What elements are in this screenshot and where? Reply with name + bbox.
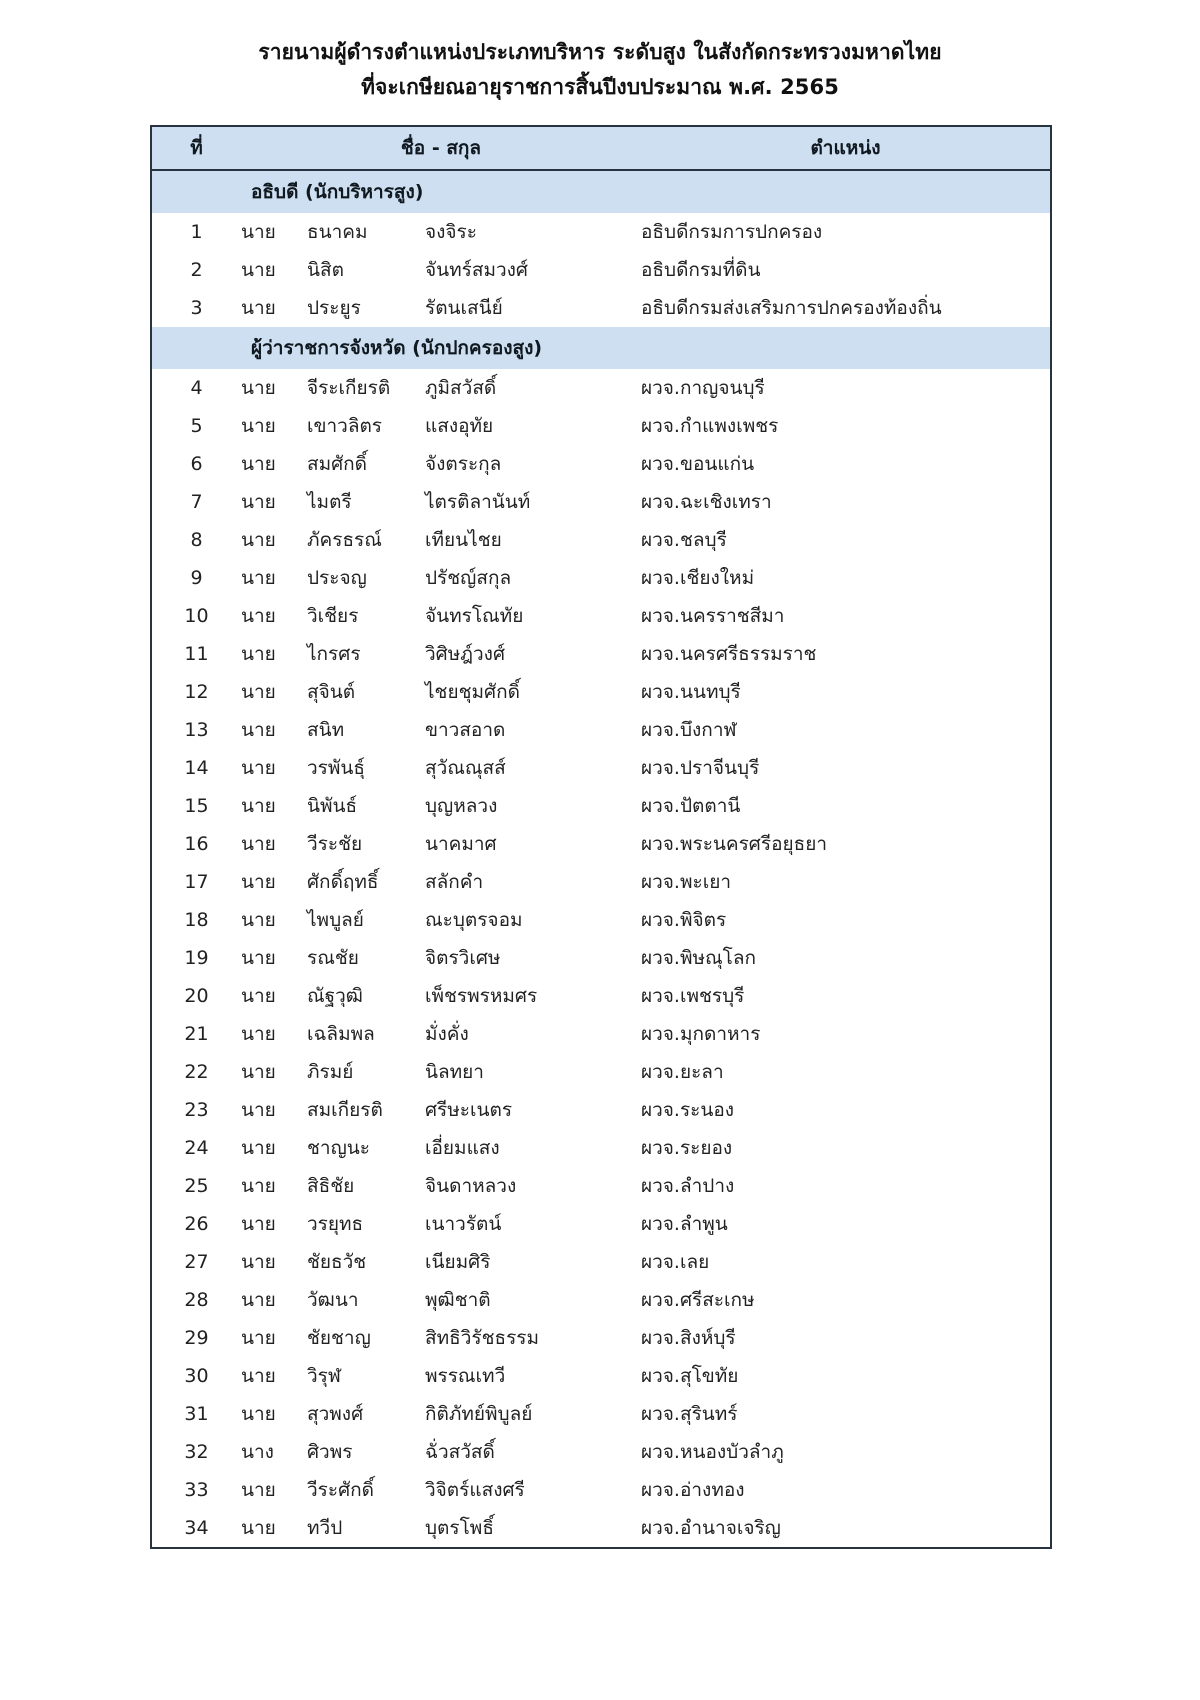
name-last: เอี่ยมแสง: [425, 1137, 500, 1160]
name-parts: [241, 905, 641, 935]
row-name-cell: [241, 597, 641, 635]
group-row-label-cell: [241, 327, 641, 369]
row-position: ผวจ.ชลบุรี: [641, 521, 1051, 559]
table-body: [151, 170, 1051, 1548]
name-parts: [241, 1437, 641, 1467]
row-position: ผวจ.อ่างทอง: [641, 1471, 1051, 1509]
row-position: ผวจ.ปัตตานี: [641, 787, 1051, 825]
row-name-cell: [241, 1319, 641, 1357]
name-last: จันทร์สมวงศ์: [425, 259, 528, 282]
name-last: สุวัณณุสส์: [425, 757, 506, 780]
name-last: จินดาหลวง: [425, 1175, 517, 1198]
name-last: มั่งคั่ง: [425, 1023, 469, 1046]
row-name-cell: [241, 407, 641, 445]
name-last: รัตนเสนีย์: [425, 297, 503, 320]
name-parts: [241, 1019, 641, 1049]
name-first: ประยูร: [307, 297, 361, 320]
name-first: สมศักดิ์: [307, 453, 368, 476]
group-label: อธิบดี (นักบริหารสูง): [251, 181, 424, 204]
name-last: จิตรวิเศษ: [425, 947, 501, 970]
row-position: ผวจ.ฉะเชิงเทรา: [641, 483, 1051, 521]
row-position: ผวจ.ระนอง: [641, 1091, 1051, 1129]
row-name-cell: [241, 749, 641, 787]
row-position: ผวจ.กาญจนบุรี: [641, 369, 1051, 407]
table-row: [151, 635, 1051, 673]
name-parts: [241, 601, 641, 631]
table-row: [151, 1433, 1051, 1471]
row-name-cell: [241, 445, 641, 483]
name-parts: [241, 1133, 641, 1163]
name-parts: [241, 639, 641, 669]
name-honorific: นาย: [241, 795, 276, 818]
row-name-cell: [241, 1167, 641, 1205]
name-honorific: นาย: [241, 1213, 276, 1236]
name-parts: [241, 373, 641, 403]
name-parts: [241, 1209, 641, 1239]
name-first: วรยุทธ: [307, 1213, 364, 1236]
row-name-cell: [241, 977, 641, 1015]
table-row: [151, 749, 1051, 787]
row-position: ผวจ.พะเยา: [641, 863, 1051, 901]
group-row-no-cell: [151, 327, 241, 369]
name-last: พรรณเทวี: [425, 1365, 506, 1388]
row-name-cell: [241, 1053, 641, 1091]
name-last: พุฒิชาติ: [425, 1289, 491, 1312]
table-row: [151, 1319, 1051, 1357]
row-name-cell: [241, 483, 641, 521]
table-row: [151, 825, 1051, 863]
row-number: 34: [151, 1509, 241, 1548]
name-last: เพ็ชรพรหมศร: [425, 985, 538, 1008]
table-row: [151, 369, 1051, 407]
name-honorific: นาย: [241, 1251, 276, 1274]
name-first: ภัครธรณ์: [307, 529, 382, 552]
name-parts: [241, 217, 641, 247]
row-number: 7: [151, 483, 241, 521]
group-row-position-cell: [641, 170, 1051, 213]
name-parts: [241, 1095, 641, 1125]
name-first: เขาวลิตร: [307, 415, 383, 438]
name-last: ฉั่วสวัสดิ์: [425, 1441, 495, 1464]
row-number: 16: [151, 825, 241, 863]
row-position: ผวจ.ขอนแก่น: [641, 445, 1051, 483]
table-row: [151, 1205, 1051, 1243]
table-row: [151, 1281, 1051, 1319]
name-honorific: นาย: [241, 719, 276, 742]
name-last: ไตรติลานันท์: [425, 491, 531, 514]
name-honorific: นาย: [241, 1023, 276, 1046]
roster-table-wrapper: [150, 125, 1050, 1549]
name-first: วัฒนา: [307, 1289, 359, 1312]
row-number: 27: [151, 1243, 241, 1281]
name-first: เฉลิมพล: [307, 1023, 375, 1046]
row-name-cell: [241, 289, 641, 327]
name-parts: [241, 715, 641, 745]
row-position: ผวจ.อำนาจเจริญ: [641, 1509, 1051, 1548]
name-first: ศิวพร: [307, 1441, 353, 1464]
name-first: ไมตรี: [307, 491, 352, 514]
row-position: ผวจ.กำแพงเพชร: [641, 407, 1051, 445]
name-honorific: นาย: [241, 1403, 276, 1426]
row-name-cell: [241, 251, 641, 289]
row-name-cell: [241, 939, 641, 977]
name-parts: [241, 1361, 641, 1391]
name-parts: [241, 411, 641, 441]
group-row-position-cell: [641, 327, 1051, 369]
row-position: ผวจ.พิจิตร: [641, 901, 1051, 939]
row-number: 29: [151, 1319, 241, 1357]
row-name-cell: [241, 521, 641, 559]
table-row: [151, 711, 1051, 749]
name-first: สุจินต์: [307, 681, 356, 704]
row-name-cell: [241, 559, 641, 597]
row-position: ผวจ.ลำปาง: [641, 1167, 1051, 1205]
row-number: 10: [151, 597, 241, 635]
name-last: บุตรโพธิ์: [425, 1517, 494, 1540]
name-honorific: นาย: [241, 1327, 276, 1350]
name-first: วิรุฬ: [307, 1365, 341, 1388]
name-parts: [241, 255, 641, 285]
row-number: 23: [151, 1091, 241, 1129]
name-parts: [241, 449, 641, 479]
row-position: ผวจ.นนทบุรี: [641, 673, 1051, 711]
name-last: จันทรโณทัย: [425, 605, 524, 628]
name-honorific: นาย: [241, 377, 276, 400]
name-first: ชัยชาญ: [307, 1327, 371, 1350]
name-honorific: นาย: [241, 757, 276, 780]
name-last: จังตระกุล: [425, 453, 502, 476]
row-number: 4: [151, 369, 241, 407]
name-honorific: นาย: [241, 491, 276, 514]
row-number: 25: [151, 1167, 241, 1205]
row-number: 32: [151, 1433, 241, 1471]
name-first: ภิรมย์: [307, 1061, 354, 1084]
name-last: ณะบุตรจอม: [425, 909, 523, 932]
table-row: [151, 787, 1051, 825]
table-row: [151, 1471, 1051, 1509]
row-number: 8: [151, 521, 241, 559]
table-row: [151, 1357, 1051, 1395]
name-parts: [241, 943, 641, 973]
name-parts: [241, 791, 641, 821]
row-number: 5: [151, 407, 241, 445]
table-row: [151, 863, 1051, 901]
name-honorific: นาย: [241, 529, 276, 552]
row-number: 1: [151, 213, 241, 251]
name-parts: [241, 525, 641, 555]
row-name-cell: [241, 1471, 641, 1509]
row-position: ผวจ.สุรินทร์: [641, 1395, 1051, 1433]
row-name-cell: [241, 787, 641, 825]
table-row: [151, 977, 1051, 1015]
table-row: [151, 1395, 1051, 1433]
table-row: [151, 901, 1051, 939]
table-row: [151, 407, 1051, 445]
name-last: นาคมาศ: [425, 833, 497, 856]
name-first: สนิท: [307, 719, 345, 742]
table-row: [151, 1509, 1051, 1548]
name-honorific: นาย: [241, 833, 276, 856]
name-honorific: นาย: [241, 1365, 276, 1388]
row-number: 3: [151, 289, 241, 327]
table-row: [151, 521, 1051, 559]
name-parts: [241, 487, 641, 517]
table-row: [151, 673, 1051, 711]
name-honorific: นาย: [241, 947, 276, 970]
row-position: ผวจ.พิษณุโลก: [641, 939, 1051, 977]
row-name-cell: [241, 1433, 641, 1471]
name-last: ไชยชุมศักดิ์: [425, 681, 520, 704]
row-name-cell: [241, 901, 641, 939]
name-parts: [241, 1285, 641, 1315]
name-last: ศรีษะเนตร: [425, 1099, 513, 1122]
name-parts: [241, 1247, 641, 1277]
row-position: ผวจ.ลำพูน: [641, 1205, 1051, 1243]
row-name-cell: [241, 673, 641, 711]
name-first: ทวีป: [307, 1517, 343, 1540]
name-honorific: นาย: [241, 605, 276, 628]
name-first: วีระชัย: [307, 833, 363, 856]
page-title-line-2: ที่จะเกษียณอายุราชการสิ้นปีงบประมาณ พ.ศ. 2565: [361, 74, 839, 99]
row-position: ผวจ.ระยอง: [641, 1129, 1051, 1167]
table-row: [151, 1053, 1051, 1091]
name-last: สลักคำ: [425, 871, 484, 894]
name-parts: [241, 1399, 641, 1429]
row-number: 33: [151, 1471, 241, 1509]
row-position: ผวจ.เชียงใหม่: [641, 559, 1051, 597]
row-number: 11: [151, 635, 241, 673]
row-number: 30: [151, 1357, 241, 1395]
row-number: 18: [151, 901, 241, 939]
table-row: [151, 939, 1051, 977]
row-number: 19: [151, 939, 241, 977]
name-honorific: นาง: [241, 1441, 274, 1464]
row-name-cell: [241, 1129, 641, 1167]
column-header-no: ที่: [151, 126, 241, 170]
row-position: ผวจ.สุโขทัย: [641, 1357, 1051, 1395]
row-name-cell: [241, 213, 641, 251]
row-name-cell: [241, 863, 641, 901]
row-name-cell: [241, 1357, 641, 1395]
row-position: อธิบดีกรมส่งเสริมการปกครองท้องถิ่น: [641, 289, 1051, 327]
group-row-label-cell: [241, 170, 641, 213]
name-honorific: นาย: [241, 297, 276, 320]
name-parts: [241, 1171, 641, 1201]
row-number: 24: [151, 1129, 241, 1167]
row-number: 13: [151, 711, 241, 749]
row-name-cell: [241, 1243, 641, 1281]
name-parts: [241, 1057, 641, 1087]
name-last: ภูมิสวัสดิ์: [425, 377, 497, 400]
row-number: 17: [151, 863, 241, 901]
name-parts: [241, 293, 641, 323]
row-name-cell: [241, 1091, 641, 1129]
name-last: ขาวสอาด: [425, 719, 506, 742]
name-honorific: นาย: [241, 1061, 276, 1084]
table-row: [151, 1091, 1051, 1129]
row-position: ผวจ.ศรีสะเกษ: [641, 1281, 1051, 1319]
name-parts: [241, 563, 641, 593]
name-honorific: นาย: [241, 1175, 276, 1198]
row-position: ผวจ.พระนครศรีอยุธยา: [641, 825, 1051, 863]
name-honorific: นาย: [241, 1479, 276, 1502]
table-row: [151, 483, 1051, 521]
row-name-cell: [241, 1395, 641, 1433]
name-honorific: นาย: [241, 415, 276, 438]
name-honorific: นาย: [241, 1517, 276, 1540]
table-row: [151, 251, 1051, 289]
row-number: 20: [151, 977, 241, 1015]
row-name-cell: [241, 825, 641, 863]
name-first: วีระศักดิ์: [307, 1479, 374, 1502]
table-row: [151, 445, 1051, 483]
name-first: นิพันธ์: [307, 795, 358, 818]
name-last: ปรัชญ์สกุล: [425, 567, 512, 590]
row-position: อธิบดีกรมที่ดิน: [641, 251, 1051, 289]
name-last: จงจิระ: [425, 221, 477, 244]
name-parts: [241, 753, 641, 783]
name-first: ไพบูลย์: [307, 909, 364, 932]
row-number: 2: [151, 251, 241, 289]
name-honorific: นาย: [241, 643, 276, 666]
name-honorific: นาย: [241, 1099, 276, 1122]
name-honorific: นาย: [241, 567, 276, 590]
name-first: วรพันธุ์: [307, 757, 365, 780]
column-header-name: ชื่อ - สกุล: [241, 126, 641, 170]
row-position: ผวจ.หนองบัวลำภู: [641, 1433, 1051, 1471]
row-number: 22: [151, 1053, 241, 1091]
name-parts: [241, 677, 641, 707]
table-header: [151, 126, 1051, 170]
name-last: วิศิษฎ์วงศ์: [425, 643, 506, 666]
row-position: ผวจ.สิงห์บุรี: [641, 1319, 1051, 1357]
table-row: [151, 1167, 1051, 1205]
column-header-position: ตำแหน่ง: [641, 126, 1051, 170]
group-label: ผู้ว่าราชการจังหวัด (นักปกครองสูง): [251, 337, 543, 360]
row-number: 28: [151, 1281, 241, 1319]
name-first: ชัยธวัช: [307, 1251, 367, 1274]
row-name-cell: [241, 1205, 641, 1243]
name-first: ชาญนะ: [307, 1137, 370, 1160]
row-number: 12: [151, 673, 241, 711]
name-last: เทียนไชย: [425, 529, 502, 552]
row-position: ผวจ.บึงกาฬ: [641, 711, 1051, 749]
group-header-row: [151, 327, 1051, 369]
row-position: อธิบดีกรมการปกครอง: [641, 213, 1051, 251]
table-row: [151, 289, 1051, 327]
table-row: [151, 1129, 1051, 1167]
name-first: ธนาคม: [307, 221, 368, 244]
row-position: ผวจ.เลย: [641, 1243, 1051, 1281]
table-header-row: [151, 126, 1051, 170]
name-honorific: นาย: [241, 1289, 276, 1312]
row-name-cell: [241, 711, 641, 749]
name-parts: [241, 1513, 641, 1543]
name-first: สุวพงศ์: [307, 1403, 364, 1426]
group-header-row: [151, 170, 1051, 213]
name-first: วิเชียร: [307, 605, 359, 628]
name-last: เนาวรัตน์: [425, 1213, 502, 1236]
name-first: นิสิต: [307, 259, 344, 282]
table-row: [151, 1243, 1051, 1281]
row-name-cell: [241, 369, 641, 407]
row-position: ผวจ.ยะลา: [641, 1053, 1051, 1091]
row-position: ผวจ.เพชรบุรี: [641, 977, 1051, 1015]
name-parts: [241, 1475, 641, 1505]
name-last: แสงอุทัย: [425, 415, 494, 438]
group-row-no-cell: [151, 170, 241, 213]
row-position: ผวจ.นครราชสีมา: [641, 597, 1051, 635]
row-name-cell: [241, 1509, 641, 1548]
row-number: 31: [151, 1395, 241, 1433]
table-row: [151, 213, 1051, 251]
name-honorific: นาย: [241, 221, 276, 244]
table-row: [151, 1015, 1051, 1053]
row-position: ผวจ.มุกดาหาร: [641, 1015, 1051, 1053]
name-parts: [241, 981, 641, 1011]
name-first: สมเกียรติ: [307, 1099, 383, 1122]
document-title-block: [0, 0, 1200, 103]
name-last: วิจิตร์แสงศรี: [425, 1479, 525, 1502]
name-parts: [241, 829, 641, 859]
row-position: ผวจ.ปราจีนบุรี: [641, 749, 1051, 787]
row-position: ผวจ.นครศรีธรรมราช: [641, 635, 1051, 673]
name-honorific: นาย: [241, 453, 276, 476]
row-number: 9: [151, 559, 241, 597]
page-title-line-1: รายนามผู้ดำรงตำแหน่งประเภทบริหาร ระดับสูง ในสังกัดกระทรวงมหาดไทย: [258, 40, 942, 64]
roster-table: [150, 125, 1052, 1549]
table-row: [151, 597, 1051, 635]
row-name-cell: [241, 1015, 641, 1053]
name-honorific: นาย: [241, 985, 276, 1008]
name-honorific: นาย: [241, 681, 276, 704]
name-first: ณัฐวุฒิ: [307, 985, 363, 1008]
table-row: [151, 559, 1051, 597]
row-name-cell: [241, 635, 641, 673]
row-number: 15: [151, 787, 241, 825]
name-first: จีระเกียรติ: [307, 377, 391, 400]
name-last: สิทธิวิรัชธรรม: [425, 1327, 540, 1350]
name-first: สิธิชัย: [307, 1175, 355, 1198]
name-last: เนียมศิริ: [425, 1251, 491, 1274]
name-honorific: นาย: [241, 871, 276, 894]
row-number: 26: [151, 1205, 241, 1243]
name-honorific: นาย: [241, 1137, 276, 1160]
name-parts: [241, 1323, 641, 1353]
name-parts: [241, 867, 641, 897]
row-name-cell: [241, 1281, 641, 1319]
name-first: รณชัย: [307, 947, 359, 970]
name-honorific: นาย: [241, 259, 276, 282]
name-first: ศักดิ์ฤทธิ์: [307, 871, 379, 894]
row-number: 6: [151, 445, 241, 483]
name-first: ประจญ: [307, 567, 367, 590]
row-number: 14: [151, 749, 241, 787]
name-first: ไกรศร: [307, 643, 361, 666]
row-number: 21: [151, 1015, 241, 1053]
name-last: บุญหลวง: [425, 795, 498, 818]
name-last: นิลทยา: [425, 1061, 484, 1084]
name-honorific: นาย: [241, 909, 276, 932]
name-last: กิติภัทย์พิบูลย์: [425, 1403, 533, 1426]
